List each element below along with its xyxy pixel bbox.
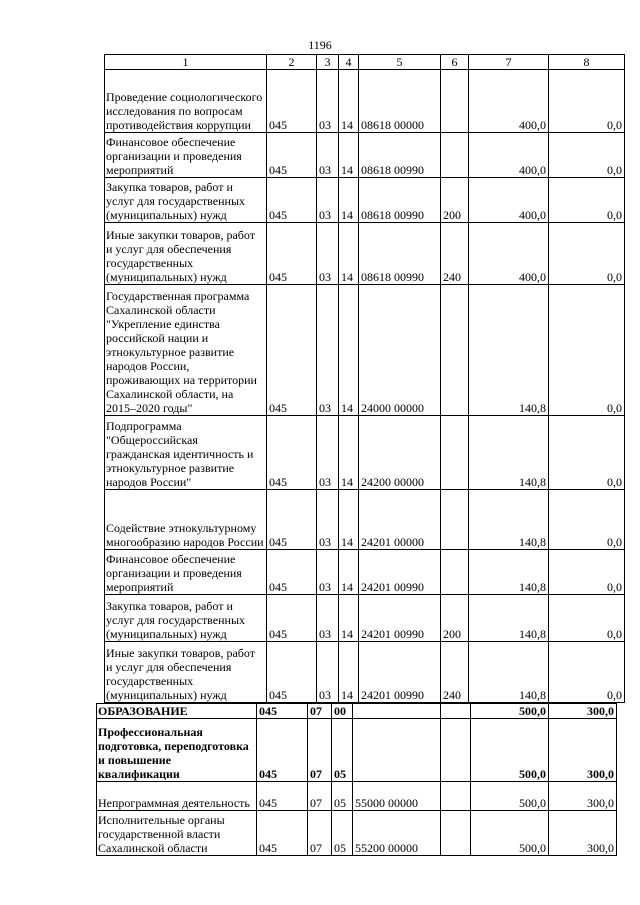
target-article-code: 08618 00990 [359,133,441,178]
admin-code: 045 [267,223,317,285]
column-header: 1 [105,55,267,70]
table-row [105,550,625,595]
expense-type-code [441,550,469,595]
section-code: 07 [308,719,332,782]
target-article-code: 08618 00000 [359,70,441,133]
amount-col-7: 400,0 [469,178,549,223]
admin-code: 045 [267,595,317,642]
amount-col-7: 500,0 [471,719,549,782]
table-row [105,285,625,416]
subsection-code: 14 [339,550,359,595]
subsection-code: 14 [339,223,359,285]
amount-col-7: 500,0 [471,782,549,811]
admin-code: 045 [267,285,317,416]
section-code: 03 [317,133,339,178]
budget-table-lower [96,703,617,856]
expense-type-code [441,782,471,811]
admin-code: 045 [267,178,317,223]
page-number: 1196 [308,38,332,52]
subsection-code: 14 [339,642,359,703]
amount-col-8: 300,0 [549,782,617,811]
section-code: 03 [317,642,339,703]
amount-col-7: 140,8 [469,642,549,703]
expense-type-code: 240 [441,642,469,703]
target-article-code: 24200 00000 [359,416,441,490]
column-header: 6 [441,55,469,70]
item-name: Непрограммная деятельность [97,782,257,811]
amount-col-8: 0,0 [549,550,625,595]
amount-col-8: 0,0 [549,223,625,285]
section-code: 07 [308,704,332,719]
expense-type-code [441,416,469,490]
column-header: 3 [317,55,339,70]
admin-code: 045 [267,490,317,550]
item-name: Финансовое обеспечение организации и проведения мероприятий [105,550,267,595]
column-header: 4 [339,55,359,70]
item-name: Финансовое обеспечение организации и проведения мероприятий [105,133,267,178]
table-row [105,70,625,133]
item-name: Профессиональная подготовка, переподготовка и повышение квалификации [97,719,257,782]
admin-code: 045 [267,133,317,178]
table-row [105,133,625,178]
column-header: 5 [359,55,441,70]
amount-col-7: 140,8 [469,490,549,550]
table-row [105,178,625,223]
item-name: Подпрограмма "Общероссийская гражданская идентичность и этнокультурное развитие народов России" [105,416,267,490]
subsection-code: 00 [332,704,353,719]
table-row [105,490,625,550]
section-code: 03 [317,70,339,133]
subsection-code: 05 [332,719,353,782]
table-row [105,223,625,285]
column-header: 8 [549,55,625,70]
section-code: 03 [317,550,339,595]
amount-col-8: 300,0 [549,719,617,782]
subsection-code: 14 [339,285,359,416]
admin-code: 045 [257,782,308,811]
target-article-code: 24201 00990 [359,550,441,595]
section-code: 03 [317,416,339,490]
expense-type-code: 240 [441,223,469,285]
target-article-code [353,719,441,782]
item-name: Иные закупки товаров, работ и услуг для обеспечения государственных (муниципальных) нужд [105,642,267,703]
amount-col-7: 140,8 [469,416,549,490]
admin-code: 045 [257,704,308,719]
target-article-code: 24000 00000 [359,285,441,416]
item-name: Содействие этнокультурному многообразию народов России [105,490,267,550]
budget-table-upper [104,54,625,703]
subsection-code: 14 [339,133,359,178]
section-code: 03 [317,223,339,285]
amount-col-7: 140,8 [469,285,549,416]
section-code: 03 [317,490,339,550]
amount-col-8: 0,0 [549,133,625,178]
target-article-code: 55000 00000 [353,782,441,811]
amount-col-7: 400,0 [469,70,549,133]
item-name: Закупка товаров, работ и услуг для государственных (муниципальных) нужд [105,178,267,223]
admin-code: 045 [257,719,308,782]
header-row [105,55,625,70]
section-code: 03 [317,178,339,223]
expense-type-code [441,704,471,719]
table-row [97,811,617,856]
section-code: 07 [308,782,332,811]
subsection-code: 14 [339,70,359,133]
amount-col-8: 0,0 [549,178,625,223]
target-article-code: 24201 00000 [359,490,441,550]
admin-code: 045 [267,550,317,595]
amount-col-8: 0,0 [549,642,625,703]
item-name: Исполнительные органы государственной власти Сахалинской области [97,811,257,856]
item-name: Закупка товаров, работ и услуг для государственных (муниципальных) нужд [105,595,267,642]
table-row [97,719,617,782]
amount-col-7: 500,0 [471,704,549,719]
target-article-code: 24201 00990 [359,595,441,642]
amount-col-7: 140,8 [469,550,549,595]
table-row [97,704,617,719]
admin-code: 045 [267,642,317,703]
item-name: Проведение социологического исследования по вопросам противодействия коррупции [105,70,267,133]
column-header: 7 [469,55,549,70]
item-name: Иные закупки товаров, работ и услуг для обеспечения государственных (муниципальных) нужд [105,223,267,285]
subsection-code: 14 [339,416,359,490]
subsection-code: 05 [332,782,353,811]
expense-type-code [441,719,471,782]
target-article-code: 08618 00990 [359,178,441,223]
table-row [97,782,617,811]
subsection-code: 14 [339,490,359,550]
amount-col-8: 0,0 [549,285,625,416]
amount-col-8: 300,0 [549,704,617,719]
amount-col-7: 400,0 [469,133,549,178]
section-code: 03 [317,285,339,416]
amount-col-8: 0,0 [549,70,625,133]
expense-type-code [441,133,469,178]
target-article-code [353,704,441,719]
admin-code: 045 [257,811,308,856]
amount-col-8: 0,0 [549,490,625,550]
table-row [105,642,625,703]
amount-col-7: 400,0 [469,223,549,285]
section-code: 07 [308,811,332,856]
amount-col-8: 0,0 [549,416,625,490]
expense-type-code: 200 [441,178,469,223]
expense-type-code: 200 [441,595,469,642]
subsection-code: 05 [332,811,353,856]
table-row [105,416,625,490]
admin-code: 045 [267,416,317,490]
item-name: ОБРАЗОВАНИЕ [97,704,257,719]
expense-type-code [441,285,469,416]
target-article-code: 08618 00990 [359,223,441,285]
expense-type-code [441,811,471,856]
subsection-code: 14 [339,178,359,223]
item-name: Государственная программа Сахалинской области "Укрепление единства российской нации и этнокультурное развитие народов России, проживающих на территории Сахалинской области, на 2015–2020 годы" [105,285,267,416]
section-code: 03 [317,595,339,642]
amount-col-7: 500,0 [471,811,549,856]
amount-col-8: 300,0 [549,811,617,856]
admin-code: 045 [267,70,317,133]
amount-col-7: 140,8 [469,595,549,642]
expense-type-code [441,490,469,550]
expense-type-code [441,70,469,133]
target-article-code: 24201 00990 [359,642,441,703]
amount-col-8: 0,0 [549,595,625,642]
target-article-code: 55200 00000 [353,811,441,856]
table-row [105,595,625,642]
subsection-code: 14 [339,595,359,642]
column-header: 2 [267,55,317,70]
